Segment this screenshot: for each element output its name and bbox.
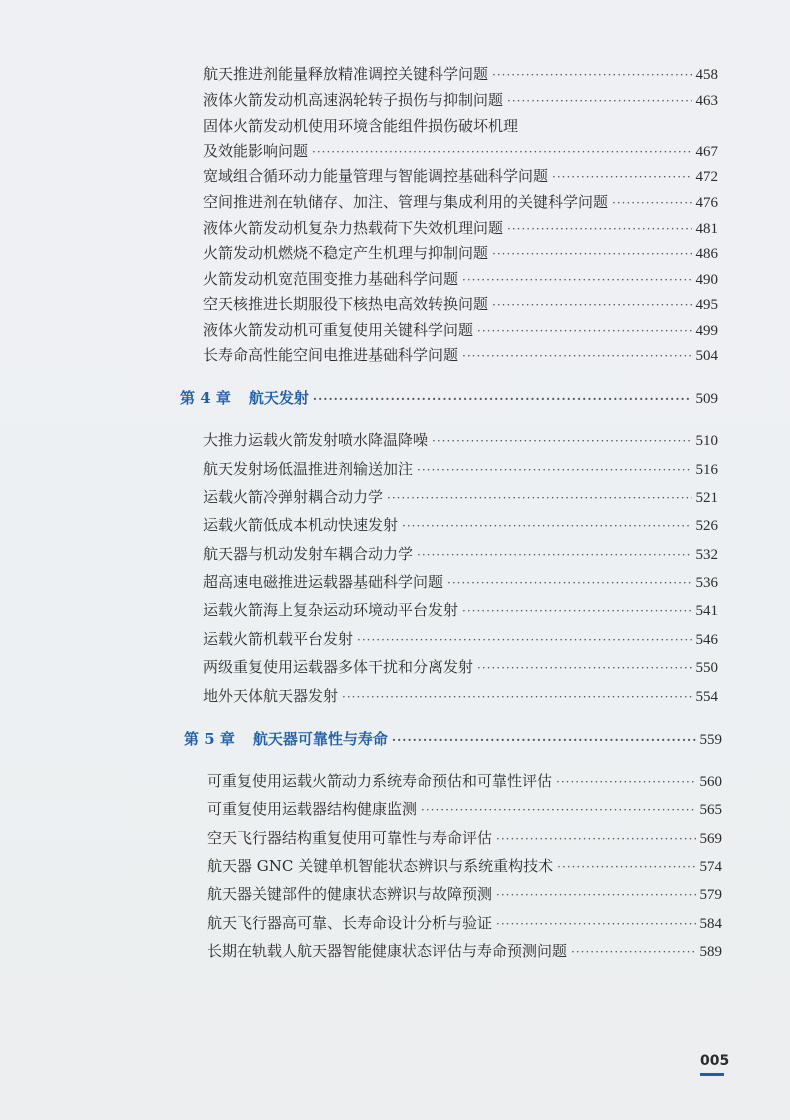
toc-entry-page: 495 bbox=[695, 297, 718, 313]
toc-entry[interactable] bbox=[203, 686, 718, 707]
toc-entry-title: 运载火箭海上复杂运动环境动平台发射 bbox=[203, 601, 459, 619]
leader-dots bbox=[492, 65, 691, 85]
toc-entry-title: 航天器与机动发射车耦合动力学 bbox=[203, 545, 414, 563]
toc-entry-page: 490 bbox=[695, 272, 718, 288]
toc-entry-title: 运载火箭机载平台发射 bbox=[203, 630, 354, 648]
leader-dots bbox=[357, 630, 691, 650]
toc-entry-title: 液体火箭发动机复杂力热载荷下失效机理问题 bbox=[203, 219, 504, 237]
toc-entry-page: 579 bbox=[699, 887, 722, 903]
toc-entry[interactable] bbox=[207, 941, 722, 962]
toc-entry-title: 航天飞行器高可靠、长寿命设计分析与验证 bbox=[207, 914, 493, 932]
toc-entry-title: 两级重复使用运载器多体干扰和分离发射 bbox=[203, 658, 474, 676]
leader-dots bbox=[492, 244, 691, 264]
toc-entry[interactable] bbox=[203, 320, 718, 341]
toc-entry-page: 510 bbox=[695, 433, 718, 449]
toc-entry-title: 航天器 GNC 关键单机智能状态辨识与系统重构技术 bbox=[207, 857, 554, 875]
chapter-heading-4[interactable] bbox=[180, 388, 718, 409]
toc-entry[interactable] bbox=[203, 243, 718, 264]
toc-entry[interactable] bbox=[207, 828, 722, 849]
leader-dots bbox=[417, 460, 691, 480]
toc-entry-page: 550 bbox=[695, 660, 718, 676]
toc-entry[interactable] bbox=[203, 141, 718, 162]
leader-dots bbox=[477, 658, 691, 678]
toc-entry[interactable] bbox=[203, 345, 718, 366]
toc-entry-page: 584 bbox=[699, 916, 722, 932]
toc-entry-title: 空天核推进长期服役下核热电高效转换问题 bbox=[203, 295, 489, 313]
toc-entry[interactable] bbox=[207, 884, 722, 905]
leader-dots bbox=[571, 942, 695, 962]
toc-entry[interactable] bbox=[203, 218, 718, 239]
toc-entry-page: 521 bbox=[695, 490, 718, 506]
toc-entry-title: 可重复使用运载器结构健康监测 bbox=[207, 800, 418, 818]
toc-entry[interactable] bbox=[207, 913, 722, 934]
toc-entry[interactable] bbox=[203, 90, 718, 111]
leader-dots bbox=[417, 545, 691, 565]
toc-entry-title: 运载火箭低成本机动快速发射 bbox=[203, 516, 399, 534]
toc-entry-page: 458 bbox=[695, 67, 718, 83]
leader-dots bbox=[421, 800, 695, 820]
toc-entry-page: 472 bbox=[695, 169, 718, 185]
leader-dots bbox=[462, 601, 691, 621]
leader-dots bbox=[496, 914, 695, 934]
leader-dots bbox=[312, 142, 691, 162]
leader-dots bbox=[402, 516, 691, 536]
leader-dots bbox=[496, 829, 695, 849]
toc-entry[interactable] bbox=[203, 657, 718, 678]
toc-entry[interactable] bbox=[203, 294, 718, 315]
chapter-heading-5[interactable] bbox=[184, 729, 722, 750]
leader-dots bbox=[392, 730, 696, 750]
leader-dots bbox=[432, 431, 691, 451]
leader-dots bbox=[612, 193, 691, 213]
leader-dots bbox=[507, 91, 691, 111]
toc-entry[interactable] bbox=[203, 544, 718, 565]
toc-entry-title: 运载火箭冷弹射耦合动力学 bbox=[203, 488, 384, 506]
toc-entry-page: 546 bbox=[695, 632, 718, 648]
toc-entry-page: 463 bbox=[695, 93, 718, 109]
leader-dots bbox=[557, 857, 695, 877]
leader-dots bbox=[462, 346, 691, 366]
toc-entry-title: 长期在轨载人航天器智能健康状态评估与寿命预测问题 bbox=[207, 942, 568, 960]
toc-entry[interactable] bbox=[207, 856, 722, 877]
toc-entry[interactable] bbox=[203, 515, 718, 536]
toc-entry[interactable] bbox=[203, 430, 718, 451]
toc-entry-title: 地外天体航天器发射 bbox=[203, 687, 339, 705]
chapter-page: 559 bbox=[699, 732, 722, 748]
toc-entry-title: 航天器关键部件的健康状态辨识与故障预测 bbox=[207, 885, 493, 903]
leader-dots bbox=[342, 687, 691, 707]
toc-entry-title: 火箭发动机燃烧不稳定产生机理与抑制问题 bbox=[203, 244, 489, 262]
toc-entry-page: 526 bbox=[695, 518, 718, 534]
toc-entry-title: 固体火箭发动机使用环境含能组件损伤破坏机理 bbox=[203, 117, 519, 135]
toc-entry-title: 及效能影响问题 bbox=[203, 142, 309, 160]
toc-entry-page: 467 bbox=[695, 144, 718, 160]
chapter-title: 航天器可靠性与寿命 bbox=[252, 730, 388, 748]
leader-dots bbox=[507, 219, 691, 239]
toc-entry[interactable] bbox=[203, 269, 718, 290]
leader-dots bbox=[462, 270, 691, 290]
toc-entry-page: 565 bbox=[699, 802, 722, 818]
toc-entry[interactable] bbox=[203, 629, 718, 650]
toc-entry-page: 541 bbox=[695, 603, 718, 619]
toc-entry[interactable] bbox=[203, 600, 718, 621]
toc-entry-title: 液体火箭发动机可重复使用关键科学问题 bbox=[203, 321, 474, 339]
toc-entry-title: 宽域组合循环动力能量管理与智能调控基础科学问题 bbox=[203, 167, 549, 185]
toc-entry[interactable] bbox=[203, 192, 718, 213]
toc-entry-title: 可重复使用运载火箭动力系统寿命预估和可靠性评估 bbox=[207, 772, 553, 790]
leader-dots bbox=[492, 295, 691, 315]
toc-entry[interactable] bbox=[203, 487, 718, 508]
chapter-title: 航天发射 bbox=[248, 389, 309, 407]
toc-entry-title: 空间推进剂在轨储存、加注、管理与集成利用的关键科学问题 bbox=[203, 193, 609, 211]
page-number: 005 bbox=[700, 1053, 730, 1069]
toc-entry-page: 554 bbox=[695, 689, 718, 705]
toc-entry-page: 560 bbox=[699, 774, 722, 790]
toc-entry-title: 液体火箭发动机高速涡轮转子损伤与抑制问题 bbox=[203, 91, 504, 109]
toc-entry-page: 574 bbox=[699, 859, 722, 875]
toc-entry-page: 516 bbox=[695, 462, 718, 478]
toc-entry[interactable] bbox=[207, 771, 722, 792]
toc-entry-page: 536 bbox=[695, 575, 718, 591]
leader-dots bbox=[556, 772, 695, 792]
chapter-label: 第 5 章 bbox=[184, 730, 235, 748]
toc-entry-page: 486 bbox=[695, 246, 718, 262]
toc-entry-page: 476 bbox=[695, 195, 718, 211]
leader-dots bbox=[313, 389, 692, 409]
toc-entry[interactable] bbox=[203, 572, 718, 593]
page-number-underline bbox=[700, 1073, 724, 1076]
toc-entry-line[interactable] bbox=[203, 116, 518, 136]
chapter-label: 第 4 章 bbox=[180, 389, 231, 407]
toc-entry-title: 长寿命高性能空间电推进基础科学问题 bbox=[203, 346, 459, 364]
toc-entry-title: 超高速电磁推进运载器基础科学问题 bbox=[203, 573, 444, 591]
leader-dots bbox=[387, 488, 691, 508]
toc-entry[interactable] bbox=[203, 459, 718, 480]
toc-entry-title: 空天飞行器结构重复使用可靠性与寿命评估 bbox=[207, 829, 493, 847]
toc-entry-page: 532 bbox=[695, 547, 718, 563]
toc-entry-title: 航天发射场低温推进剂输送加注 bbox=[203, 460, 414, 478]
toc-entry-page: 481 bbox=[695, 221, 718, 237]
toc-entry[interactable] bbox=[203, 166, 718, 187]
leader-dots bbox=[447, 573, 691, 593]
toc-entry-title: 航天推进剂能量释放精准调控关键科学问题 bbox=[203, 65, 489, 83]
toc-entry-title: 火箭发动机宽范围变推力基础科学问题 bbox=[203, 270, 459, 288]
leader-dots bbox=[496, 885, 695, 905]
toc-entry-page: 589 bbox=[699, 944, 722, 960]
chapter-page: 509 bbox=[695, 391, 718, 407]
toc-entry[interactable] bbox=[203, 64, 718, 85]
leader-dots bbox=[552, 167, 691, 187]
toc-entry-page: 569 bbox=[699, 831, 722, 847]
toc-entry-title: 大推力运载火箭发射喷水降温降噪 bbox=[203, 431, 429, 449]
toc-entry[interactable] bbox=[207, 799, 722, 820]
leader-dots bbox=[477, 321, 691, 341]
toc-entry-page: 504 bbox=[695, 348, 718, 364]
toc-entry-page: 499 bbox=[695, 323, 718, 339]
